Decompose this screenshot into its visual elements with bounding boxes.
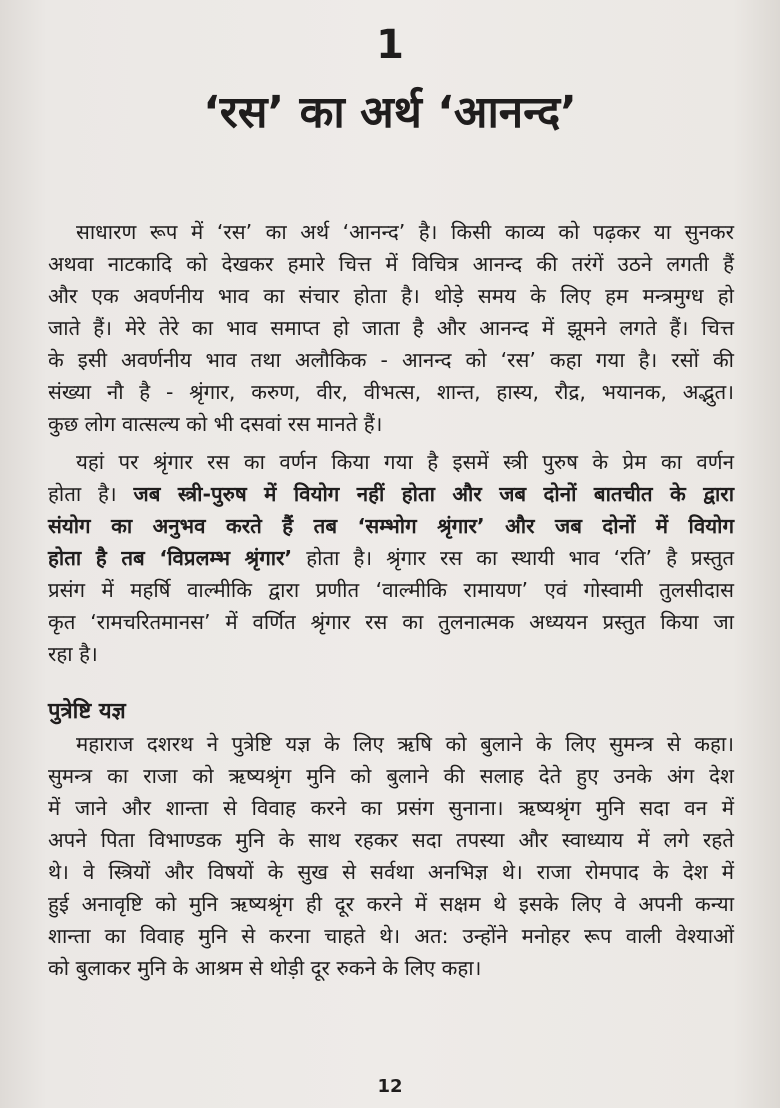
paragraph-intro [48, 216, 734, 440]
paragraph-shringar [48, 446, 734, 670]
text-segment: हुई अनावृष्टि को मुनि ऋष्यश्रृंग ही दूर करने में सक्षम थे इसके लिए वे अपनी कन्या [48, 892, 735, 916]
text-line [48, 760, 734, 792]
text-line [48, 824, 734, 856]
page-number: 12 [377, 1076, 403, 1097]
text-segment: सुमन्त्र का राजा को ऋष्यश्रृंग मुनि को बुलाने की सलाह देते हुए उनके अंग देश [48, 764, 734, 788]
text-line [48, 446, 734, 478]
text-line [48, 280, 734, 312]
text-segment: कुछ लोग वात्सल्य को भी दसवां रस मानते हैं। [48, 412, 383, 436]
text-segment: के इसी अवर्णनीय भाव तथा अलौकिक - आनन्द को ‘रस’ कहा गया है। रसों की [48, 348, 734, 372]
chapter-title: ‘रस’ का अर्थ ‘आनन्द’ [203, 87, 577, 138]
text-segment: होता है। [48, 482, 134, 506]
text-line [48, 728, 734, 760]
text-segment: अपने पिता विभाण्डक मुनि के साथ रहकर सदा तपस्या और स्वाध्याय में लगे रहते [48, 828, 734, 852]
text-line [48, 344, 734, 376]
text-line [48, 856, 734, 888]
text-segment: रहा है। [48, 642, 98, 666]
bold-text: संयोग का अनुभव करते हैं तब ‘सम्भोग श्रृंगार’ और जब दोनों में वियोग [48, 514, 734, 538]
text-line [48, 510, 734, 542]
text-segment: कृत ‘रामचरितमानस’ में वर्णित श्रृंगार रस का तुलनात्मक अध्ययन प्रस्तुत किया जा [48, 610, 734, 634]
text-segment: होता है। श्रृंगार रस का स्थायी भाव ‘रति’ है प्रस्तुत [292, 546, 735, 570]
text-segment: और एक अवर्णनीय भाव का संचार होता है। थोड़े समय के लिए हम मन्त्रमुग्ध हो [48, 284, 734, 308]
text-segment: संख्या नौ है - श्रृंगार, करुण, वीर, वीभत्स, शान्त, हास्य, रौद्र, भयानक, अद्भुत। [48, 380, 734, 404]
text-line [48, 478, 734, 510]
text-line [48, 312, 734, 344]
text-segment: अथवा नाटकादि को देखकर हमारे चित्त में विचित्र आनन्द की तरंगें उठने लगती हैं [48, 252, 734, 276]
bold-text: जब स्त्री-पुरुष में वियोग नहीं होता और जब दोनों बातचीत के द्वारा [133, 482, 734, 506]
text-line [48, 606, 734, 638]
paragraph-putreshti [48, 728, 734, 984]
text-line [48, 408, 734, 440]
text-line [48, 952, 734, 984]
text-segment: साधारण रूप में ‘रस’ का अर्थ ‘आनन्द’ है। किसी काव्य को पढ़कर या सुनकर [76, 220, 734, 244]
text-line [48, 888, 734, 920]
text-line [48, 216, 734, 248]
text-line [48, 574, 734, 606]
text-line [48, 792, 734, 824]
text-line [48, 542, 734, 574]
bold-text: होता है तब ‘विप्रलम्भ श्रृंगार’ [48, 546, 293, 570]
text-segment: थे। वे स्त्रियों और विषयों के सुख से सर्वथा अनभिज्ञ थे। राजा रोमपाद के देश में [48, 860, 734, 884]
section-heading: पुत्रेष्टि यज्ञ [48, 699, 126, 724]
text-segment: में जाने और शान्ता से विवाह करने का प्रसंग सुनाना। ऋष्यश्रृंग मुनि सदा वन में [48, 796, 734, 820]
text-segment: प्रसंग में महर्षि वाल्मीकि द्वारा प्रणीत ‘वाल्मीकि रामायण’ एवं गोस्वामी तुलसीदास [48, 578, 734, 602]
text-line [48, 638, 734, 670]
text-line [48, 248, 734, 280]
text-segment: यहां पर श्रृंगार रस का वर्णन किया गया है इसमें स्त्री पुरुष के प्रेम का वर्णन [76, 450, 734, 474]
chapter-number: 1 [376, 22, 404, 68]
text-line [48, 920, 734, 952]
text-segment: शान्ता का विवाह मुनि से करना चाहते थे। अत: उन्होंने मनोहर रूप वाली वेश्याओं [48, 924, 734, 948]
text-segment: को बुलाकर मुनि के आश्रम से थोड़ी दूर रुकने के लिए कहा। [48, 956, 482, 980]
text-line [48, 376, 734, 408]
text-segment: महाराज दशरथ ने पुत्रेष्टि यज्ञ के लिए ऋषि को बुलाने के लिए सुमन्त्र से कहा। [76, 732, 734, 756]
text-segment: जाते हैं। मेरे तेरे का भाव समाप्त हो जाता है और आनन्द में झूमने लगते हैं। चित्त [48, 316, 734, 340]
